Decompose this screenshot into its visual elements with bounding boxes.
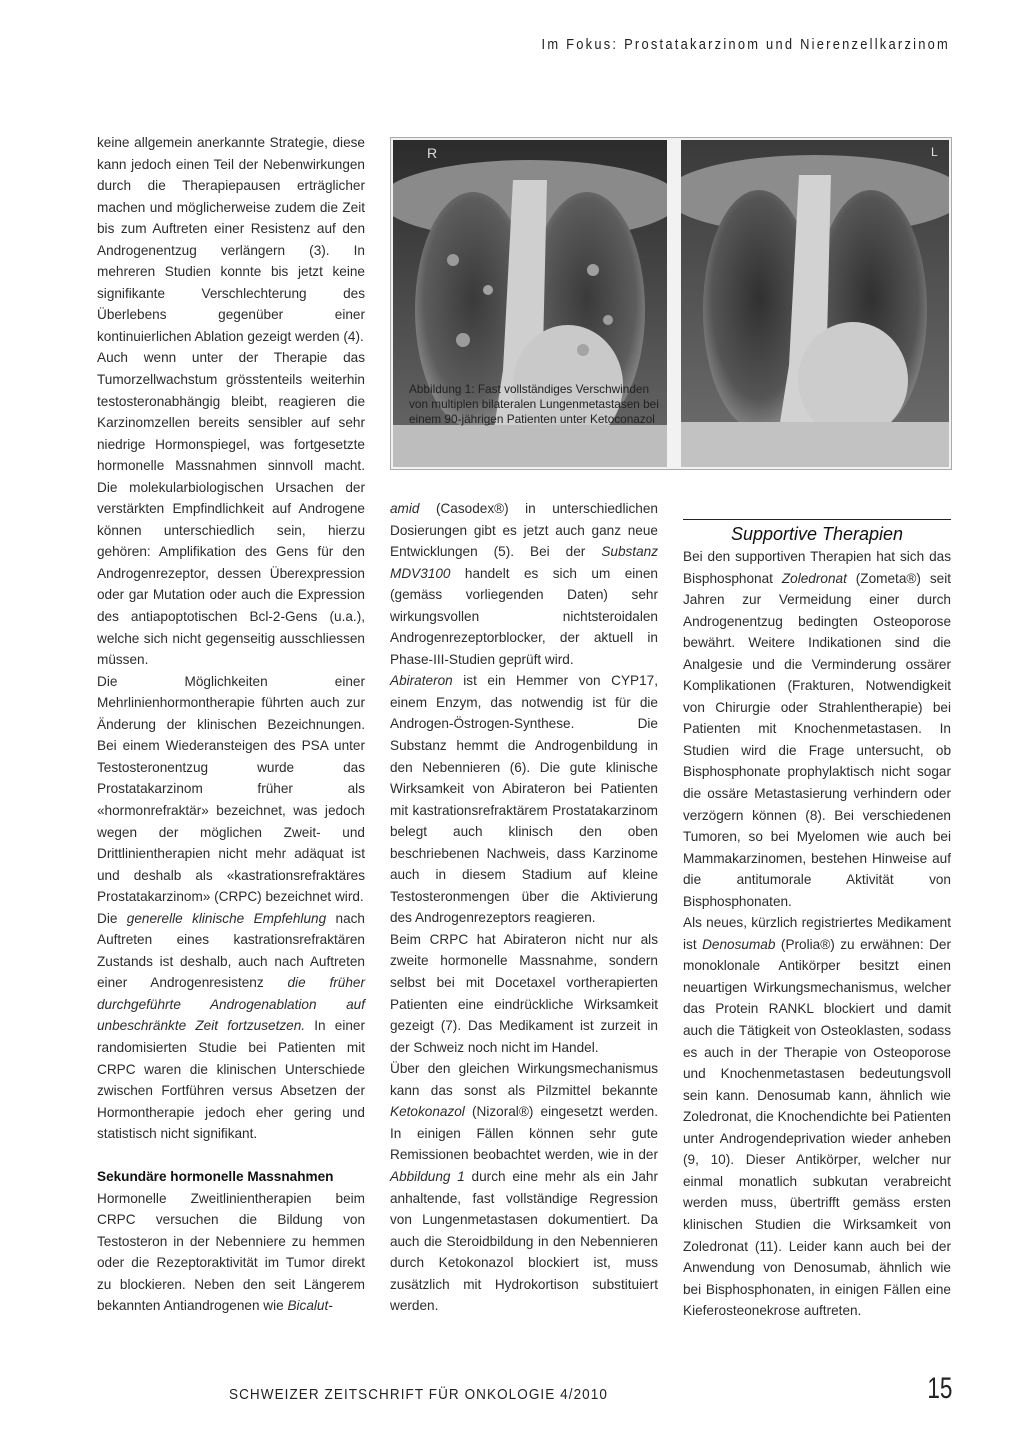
paragraph: Bei den supportiven Therapien hat sich das Bisphosphonat Zoledronat (Zometa®) seit Jahren zur Vermeidung einer durch Androgenentzug bedingten Osteoporose bewährt. Weitere Indikationen sind die Analgesie und die Verminderung ossärer Komplikationen (Frakturen, Notwendigkeit von Chirurgie oder Strahlentherapie) bei Patienten mit Knochenmetastasen. In Studien wird die Frage untersucht, ob Bisphosphonate prophylaktisch nicht sogar die ossäre Metastasierung verhindern oder verzögern können (8). Bei verschiedenen Tumoren, so bei Myelomen wie auch bei Mammakarzinomen, bestehen Hinweise auf die antitumorale Aktivität von Bisphosphonaten. [683, 549, 951, 909]
section-title: Supportive Therapien [730, 524, 904, 544]
column-3 [683, 519, 951, 1322]
paragraph: Beim CRPC hat Abirateron nicht nur als zweite hormonelle Massnahme, sondern selbst bei mit Docetaxel vortherapierten Patienten eine eindrückliche Wirksamkeit gezeigt (7). Das Medikament ist zurzeit in der Schweiz noch nicht im Handel. [390, 931, 658, 1055]
section-rule [683, 519, 951, 520]
page-number: 15 [926, 1372, 952, 1405]
xray-marker-l: L [931, 145, 938, 159]
paragraph: keine allgemein anerkannte Strategie, diese kann jedoch einen Teil der Nebenwirkungen durch die Therapiepausen erträglicher machen und möglicherweise zudem die Zeit bis zum Auftreten einer Resistenz auf den Androgenentzug verlängern (3). In mehreren Studien konnte bis jetzt keine signifikante Verschlechterung des Überlebens gegenüber einer kontinuierlichen Ablation gezeigt werden (4). [97, 135, 365, 344]
figure-caption: Abbildung 1: Fast vollständiges Verschwinden von multiplen bilateralen Lungenmetastasen bei einem 90-jährigen Patienten unter Ketoconazol [409, 382, 659, 426]
paragraph: Auch wenn unter der Therapie das Tumorzellwachstum grösstenteils weiterhin testosteronabhängig bleibt, reagieren die Karzinomzellen bereits sensibler auf sehr niedrige Hormonspiegel, was fortgesetzte hormonelle Massnahmen sinnvoll macht. Die molekularbiologischen Ursachen der verstärkten Empfindlichkeit auf Androgene können unterschiedlich sein, hierzu gehören: Amplifikation des Gens für den Androgenrezeptor, dessen Überexpression oder gar Mutation oder auch die Expression des antiapoptotischen Bcl-2-Gens (u.a.), welche sich nicht gegenseitig ausschliessen müssen. [97, 350, 365, 668]
journal-footer: SCHWEIZER ZEITSCHRIFT FÜR ONKOLOGIE 4/2010 [229, 1386, 608, 1403]
running-header: Im Fokus: Prostatakarzinom und Nierenzellkarzinom [541, 36, 950, 53]
paragraph: amid (Casodex®) in unterschiedlichen Dosierungen gibt es jetzt auch ganz neue Entwicklungen (5). Bei der Substanz MDV3100 handelt es sich um einen (gemäss vorliegenden Daten) sehr wirkungsvollen nichtsteroidalen Androgenrezeptorblocker, der aktuell in Phase-III-Studien geprüft wird. [390, 501, 658, 667]
subheading: Sekundäre hormonelle Massnahmen [97, 1169, 334, 1185]
xray-marker-r: R [427, 145, 438, 161]
paragraph: Die Möglichkeiten einer Mehrlinienhormontherapie führten auch zur Änderung der klinischen Bezeichnungen. Bei einem Wiederansteigen des PSA unter Testosteronentzug wurde das Prostatakarzinom früher als «hormonrefraktär» bezeichnet, was jedoch wegen der möglichen Zweit- und Drittlinientherapien nicht mehr adäquat ist und deshalb als «kastrationsrefraktäres Prostatakarzinom» (CRPC) bezeichnet wird. [97, 673, 365, 905]
column-1 [97, 132, 365, 1317]
paragraph: Die generelle klinische Empfehlung nach Auftreten eines kastrationsrefraktären Zustands ist deshalb, auch nach Auftreten einer Androgenresistenz die früher durchgeführte Androgenablation auf unbeschränkte Zeit fortzusetzen. In einer randomisierten Studie bei Patienten mit CRPC waren die klinischen Unterschiede zwischen Fortführen versus Absetzen der Hormontherapie jedoch eher gering und statistisch nicht signifikant. [97, 910, 365, 1142]
paragraph: Über den gleichen Wirkungsmechanismus kann das sonst als Pilzmittel bekannte Ketokonazol (Nizoral®) eingesetzt werden. In einigen Fällen können sehr gute Remissionen beobachtet werden, wie in der Abbildung 1 durch eine mehr als ein Jahr anhaltende, fast vollständige Regression von Lungenmetastasen dokumentiert. Da auch die Steroidbildung in den Nebennieren durch Ketokonazol blockiert ist, muss zusätzlich mit Hydrokortison substituiert werden. [390, 1061, 658, 1314]
chest-xray-after [681, 140, 949, 467]
chest-xray-before [393, 140, 667, 467]
paragraph: Als neues, kürzlich registriertes Medikament ist Denosumab (Prolia®) zu erwähnen: Der monoklonale Antikörper besitzt einen neuartigen Wirkungsmechanismus, welcher das Protein RANKL blockiert und damit auch die Tätigkeit von Osteoklasten, sodass es auch in der Therapie von Osteoporose und Knochenmetastasen bedeutungsvoll sein kann. Denosumab kann, ähnlich wie Zoledronat, die Knochendichte bei Patienten unter Androgendeprivation wieder anheben (9, 10). Dieser Antikörper, welcher nur einmal monatlich subkutan verabreicht werden muss, übertrifft gemäss ersten klinischen Studien die Wirksamkeit von Zoledronat (11). Leider kann auch bei der Anwendung von Denosumab, ähnlich wie bei Bisphosphonaten, in einigen Fällen eine Kieferosteonekrose auftreten. [683, 915, 951, 1319]
figure-1 [390, 137, 952, 470]
column-2 [390, 498, 658, 1317]
paragraph: Hormonelle Zweitlinientherapien beim CRPC versuchen die Bildung von Testosteron in der Nebenniere zu hemmen oder die Rezeptoraktivität im Tumor direkt zu blockieren. Neben den seit Längerem bekannten Antiandrogenen wie Bicalut- [97, 1190, 365, 1314]
paragraph: Abirateron ist ein Hemmer von CYP17, einem Enzym, das notwendig ist für die Androgen-Östrogen-Synthese. Die Substanz hemmt die Androgenbildung in den Nebennieren (6). Die gute klinische Wirksamkeit von Abirateron bei Patienten mit kastrationsrefraktärem Prostatakarzinom belegt auch klinisch den oben beschriebenen Nachweis, dass Karzinome auch in diesem Stadium auf kleine Testosteronmengen über die Aktivierung des Androgenrezeptors reagieren. [390, 673, 658, 926]
